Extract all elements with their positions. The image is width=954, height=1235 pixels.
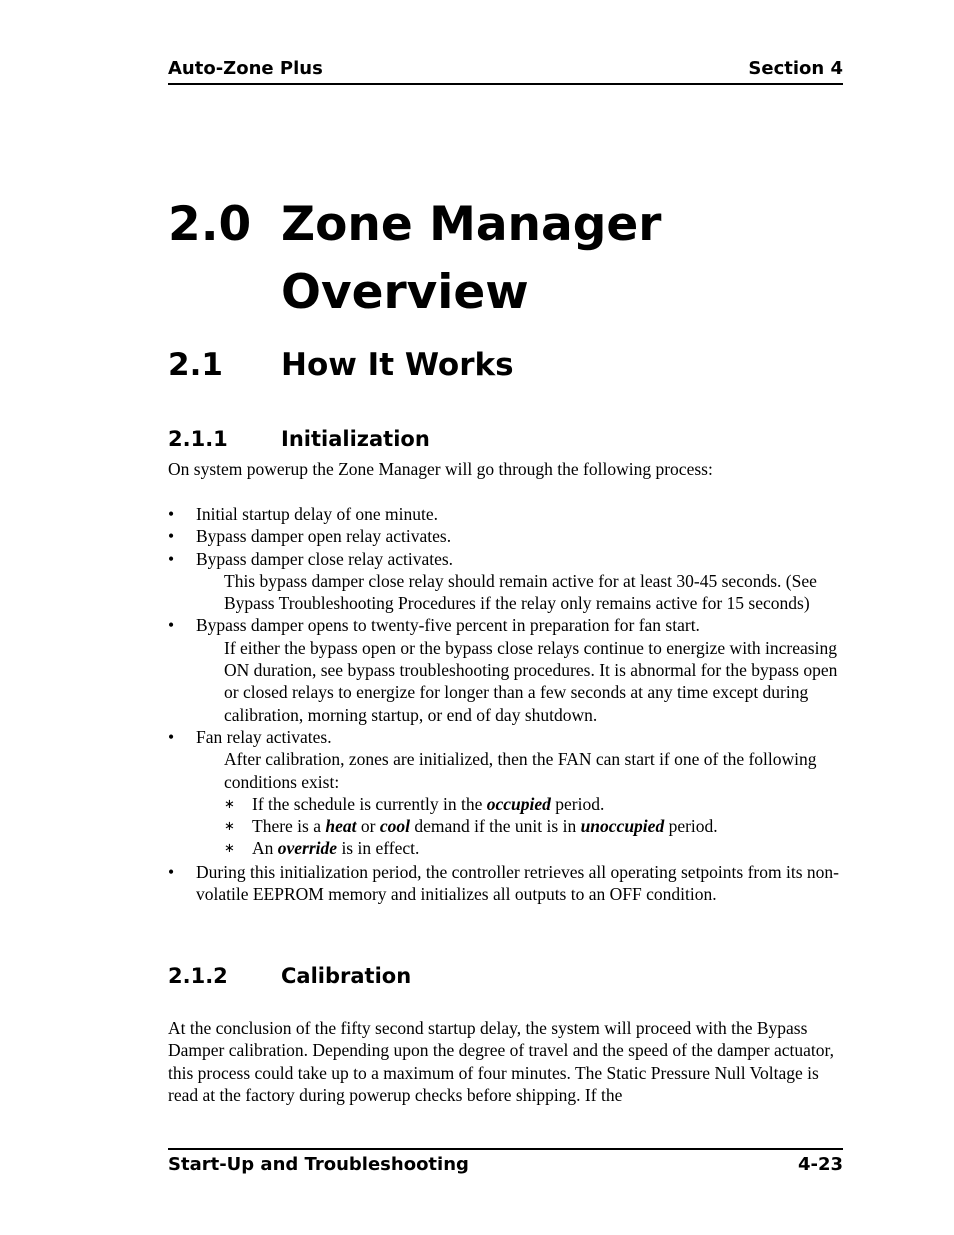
list-item: • Bypass damper open relay activates. (168, 526, 452, 547)
section-title-line2: Overview (281, 265, 529, 320)
bullet-icon: • (168, 861, 175, 882)
header-title: Auto-Zone Plus (168, 58, 323, 79)
initialization-title: Initialization (281, 427, 430, 451)
asterisk-icon: ∗ (224, 818, 235, 834)
list-item-detail: After calibration, zones are initialized, then the FAN can start if one of the following conditions exist: (224, 749, 817, 792)
calibration-paragraph: At the conclusion of the fifty second startup delay, the system will proceed with the Bypass Damper calibration. Depending upon the degree of travel and the speed of the damper actuator, this process could take up to a maximum of four minutes. The Static Pressure Null Voltage is read at the factory during powerup checks before shipping. If the (168, 1018, 834, 1105)
footer-chapter: Start-Up and Troubleshooting (168, 1154, 469, 1175)
page-number: 4-23 (797, 1154, 843, 1175)
header-section: Section 4 (748, 58, 843, 79)
list-item-detail: If either the bypass open or the bypass close relays continue to energize with increasing ON duration, see bypass troubleshooting procedures. It is abnormal for the bypass open or closed relays to energize for longer than a few seconds at any time except during calibration, morning startup, or end of day shutdown. (224, 637, 838, 725)
list-item-detail: This bypass damper close relay should remain active for at least 30-45 seconds. (See Bypass Troubleshooting Procedures if the relay only remains active for 15 seconds) (224, 570, 817, 614)
initialization-intro: On system powerup the Zone Manager will go through the following process: (168, 459, 713, 479)
asterisk-icon: ∗ (224, 840, 235, 856)
section-number: 2.0 (168, 197, 252, 252)
subsection-title: How It Works (281, 347, 514, 383)
calibration-heading (168, 962, 412, 990)
section-title-line1: Zone Manager (281, 197, 662, 252)
initialization-number: 2.1.1 (168, 427, 228, 451)
footer-rule (168, 1148, 843, 1150)
bullet-icon: • (168, 548, 175, 569)
condition-item: ∗ An override is in effect. (224, 838, 420, 859)
bullet-icon: • (168, 615, 175, 636)
bullet-icon: • (168, 504, 175, 524)
list-item: • During this initialization period, the controller retrieves all operating setpoints from its non-volatile EEPROM memory and initializes all outputs to an OFF condition. (168, 861, 839, 905)
bullet-icon: • (168, 726, 175, 747)
list-item: • Initial startup delay of one minute. (168, 504, 439, 524)
condition-item: ∗ There is a heat or cool demand if the unit is in unoccupied period. (224, 816, 718, 837)
calibration-title: Calibration (281, 964, 412, 988)
condition-item: ∗ If the schedule is currently in the occupied period. (224, 793, 605, 814)
header-rule (168, 83, 843, 85)
list-item: • Fan relay activates. After calibration, zones are initialized, then the FAN can start if one of the following conditions exist: ∗ If the schedule is currently in the occupied period. ∗ There is a heat or cool demand if the unit is in unoccupied period. ∗ An override is in effect. (168, 726, 843, 860)
fan-conditions (196, 793, 843, 860)
initialization-steps (168, 503, 843, 905)
list-item: • Bypass damper close relay activates. This bypass damper close relay should remain active for at least 30-45 seconds. (See Bypass Troubleshooting Procedures if the relay only remains active for 15 seconds) (168, 548, 843, 615)
asterisk-icon: ∗ (224, 795, 235, 811)
initialization-heading (168, 425, 430, 453)
calibration-number: 2.1.2 (168, 964, 228, 988)
page-header (168, 58, 843, 79)
subsection-heading (168, 345, 514, 385)
list-item: • Bypass damper opens to twenty-five percent in preparation for fan start. If either the bypass open or the bypass close relays continue to energize with increasing ON duration, see bypass troubleshooting procedures. It is abnormal for the bypass open or closed relays to energize for longer than a few seconds at any time except during calibration, morning startup, or end of day shutdown. (168, 614, 843, 725)
bullet-icon: • (168, 526, 175, 547)
page-footer (168, 1154, 843, 1175)
subsection-number: 2.1 (168, 347, 223, 383)
